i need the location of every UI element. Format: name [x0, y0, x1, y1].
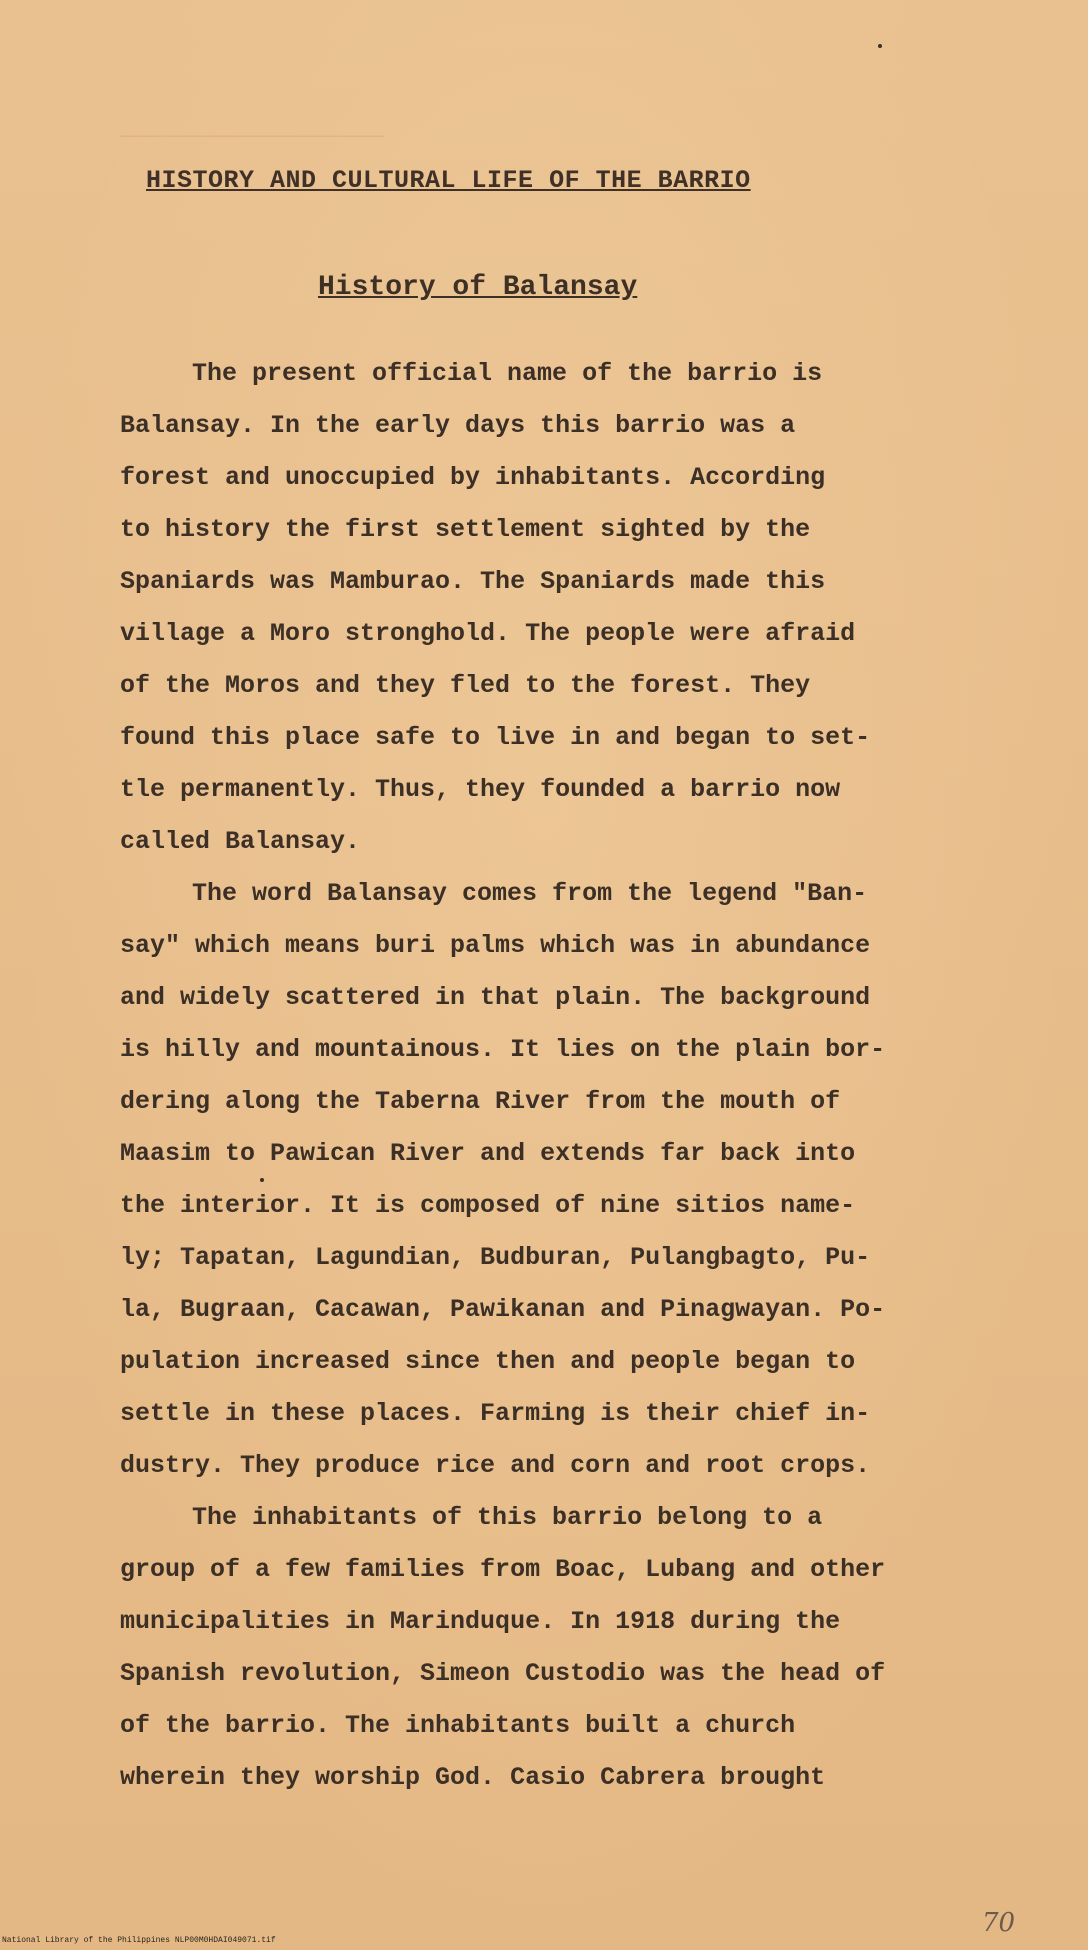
- ink-smudge: [878, 44, 882, 48]
- text-line: group of a few families from Boac, Lubang and other: [120, 1555, 886, 1584]
- text-line: ly; Tapatan, Lagundian, Budburan, Pulangbagto, Pu-: [120, 1243, 871, 1272]
- text-line: of the barrio. The inhabitants built a church: [120, 1711, 796, 1740]
- text-line: Spanish revolution, Simeon Custodio was the head of: [120, 1659, 886, 1688]
- text-line: The word Balansay comes from the legend "Ban-: [192, 879, 868, 908]
- text-line: the interior. It is composed of nine sitios name-: [120, 1191, 856, 1220]
- archive-footer-label: National Library of the Philippines NLP00M0HDAI049071.tif: [2, 1936, 276, 1945]
- text-line: dering along the Taberna River from the mouth of: [120, 1087, 841, 1116]
- text-line: Maasim to Pawican River and extends far back into: [120, 1139, 856, 1168]
- text-line: to history the first settlement sighted by the: [120, 515, 811, 544]
- body-text: [120, 348, 950, 1804]
- section-title: History of Balansay: [318, 272, 638, 303]
- bleed-through-text: ────────────────────: [120, 125, 385, 150]
- text-line: The present official name of the barrio is: [192, 359, 823, 388]
- text-line: say" which means buri palms which was in abundance: [120, 931, 871, 960]
- text-line: Spaniards was Mamburao. The Spaniards made this: [120, 567, 826, 596]
- text-line: and widely scattered in that plain. The background: [120, 983, 871, 1012]
- text-line: called Balansay.: [120, 827, 361, 856]
- text-line: village a Moro stronghold. The people were afraid: [120, 619, 856, 648]
- ink-smudge: [260, 1178, 264, 1182]
- text-line: dustry. They produce rice and corn and root crops.: [120, 1451, 871, 1480]
- text-line: found this place safe to live in and began to set-: [120, 723, 871, 752]
- text-line: tle permanently. Thus, they founded a barrio now: [120, 775, 841, 804]
- text-line: is hilly and mountainous. It lies on the plain bor-: [120, 1035, 886, 1064]
- text-line: municipalities in Marinduque. In 1918 during the: [120, 1607, 841, 1636]
- text-line: of the Moros and they fled to the forest. They: [120, 671, 811, 700]
- text-line: la, Bugraan, Cacawan, Pawikanan and Pinagwayan. Po-: [120, 1295, 886, 1324]
- text-line: forest and unoccupied by inhabitants. According: [120, 463, 826, 492]
- page-number: 70: [982, 1908, 1016, 1938]
- page-heading: HISTORY AND CULTURAL LIFE OF THE BARRIO: [146, 166, 751, 195]
- text-line: The inhabitants of this barrio belong to a: [192, 1503, 823, 1532]
- text-line: pulation increased since then and people began to: [120, 1347, 856, 1376]
- text-line: settle in these places. Farming is their chief in-: [120, 1399, 871, 1428]
- text-line: wherein they worship God. Casio Cabrera brought: [120, 1763, 826, 1792]
- text-line: Balansay. In the early days this barrio was a: [120, 411, 796, 440]
